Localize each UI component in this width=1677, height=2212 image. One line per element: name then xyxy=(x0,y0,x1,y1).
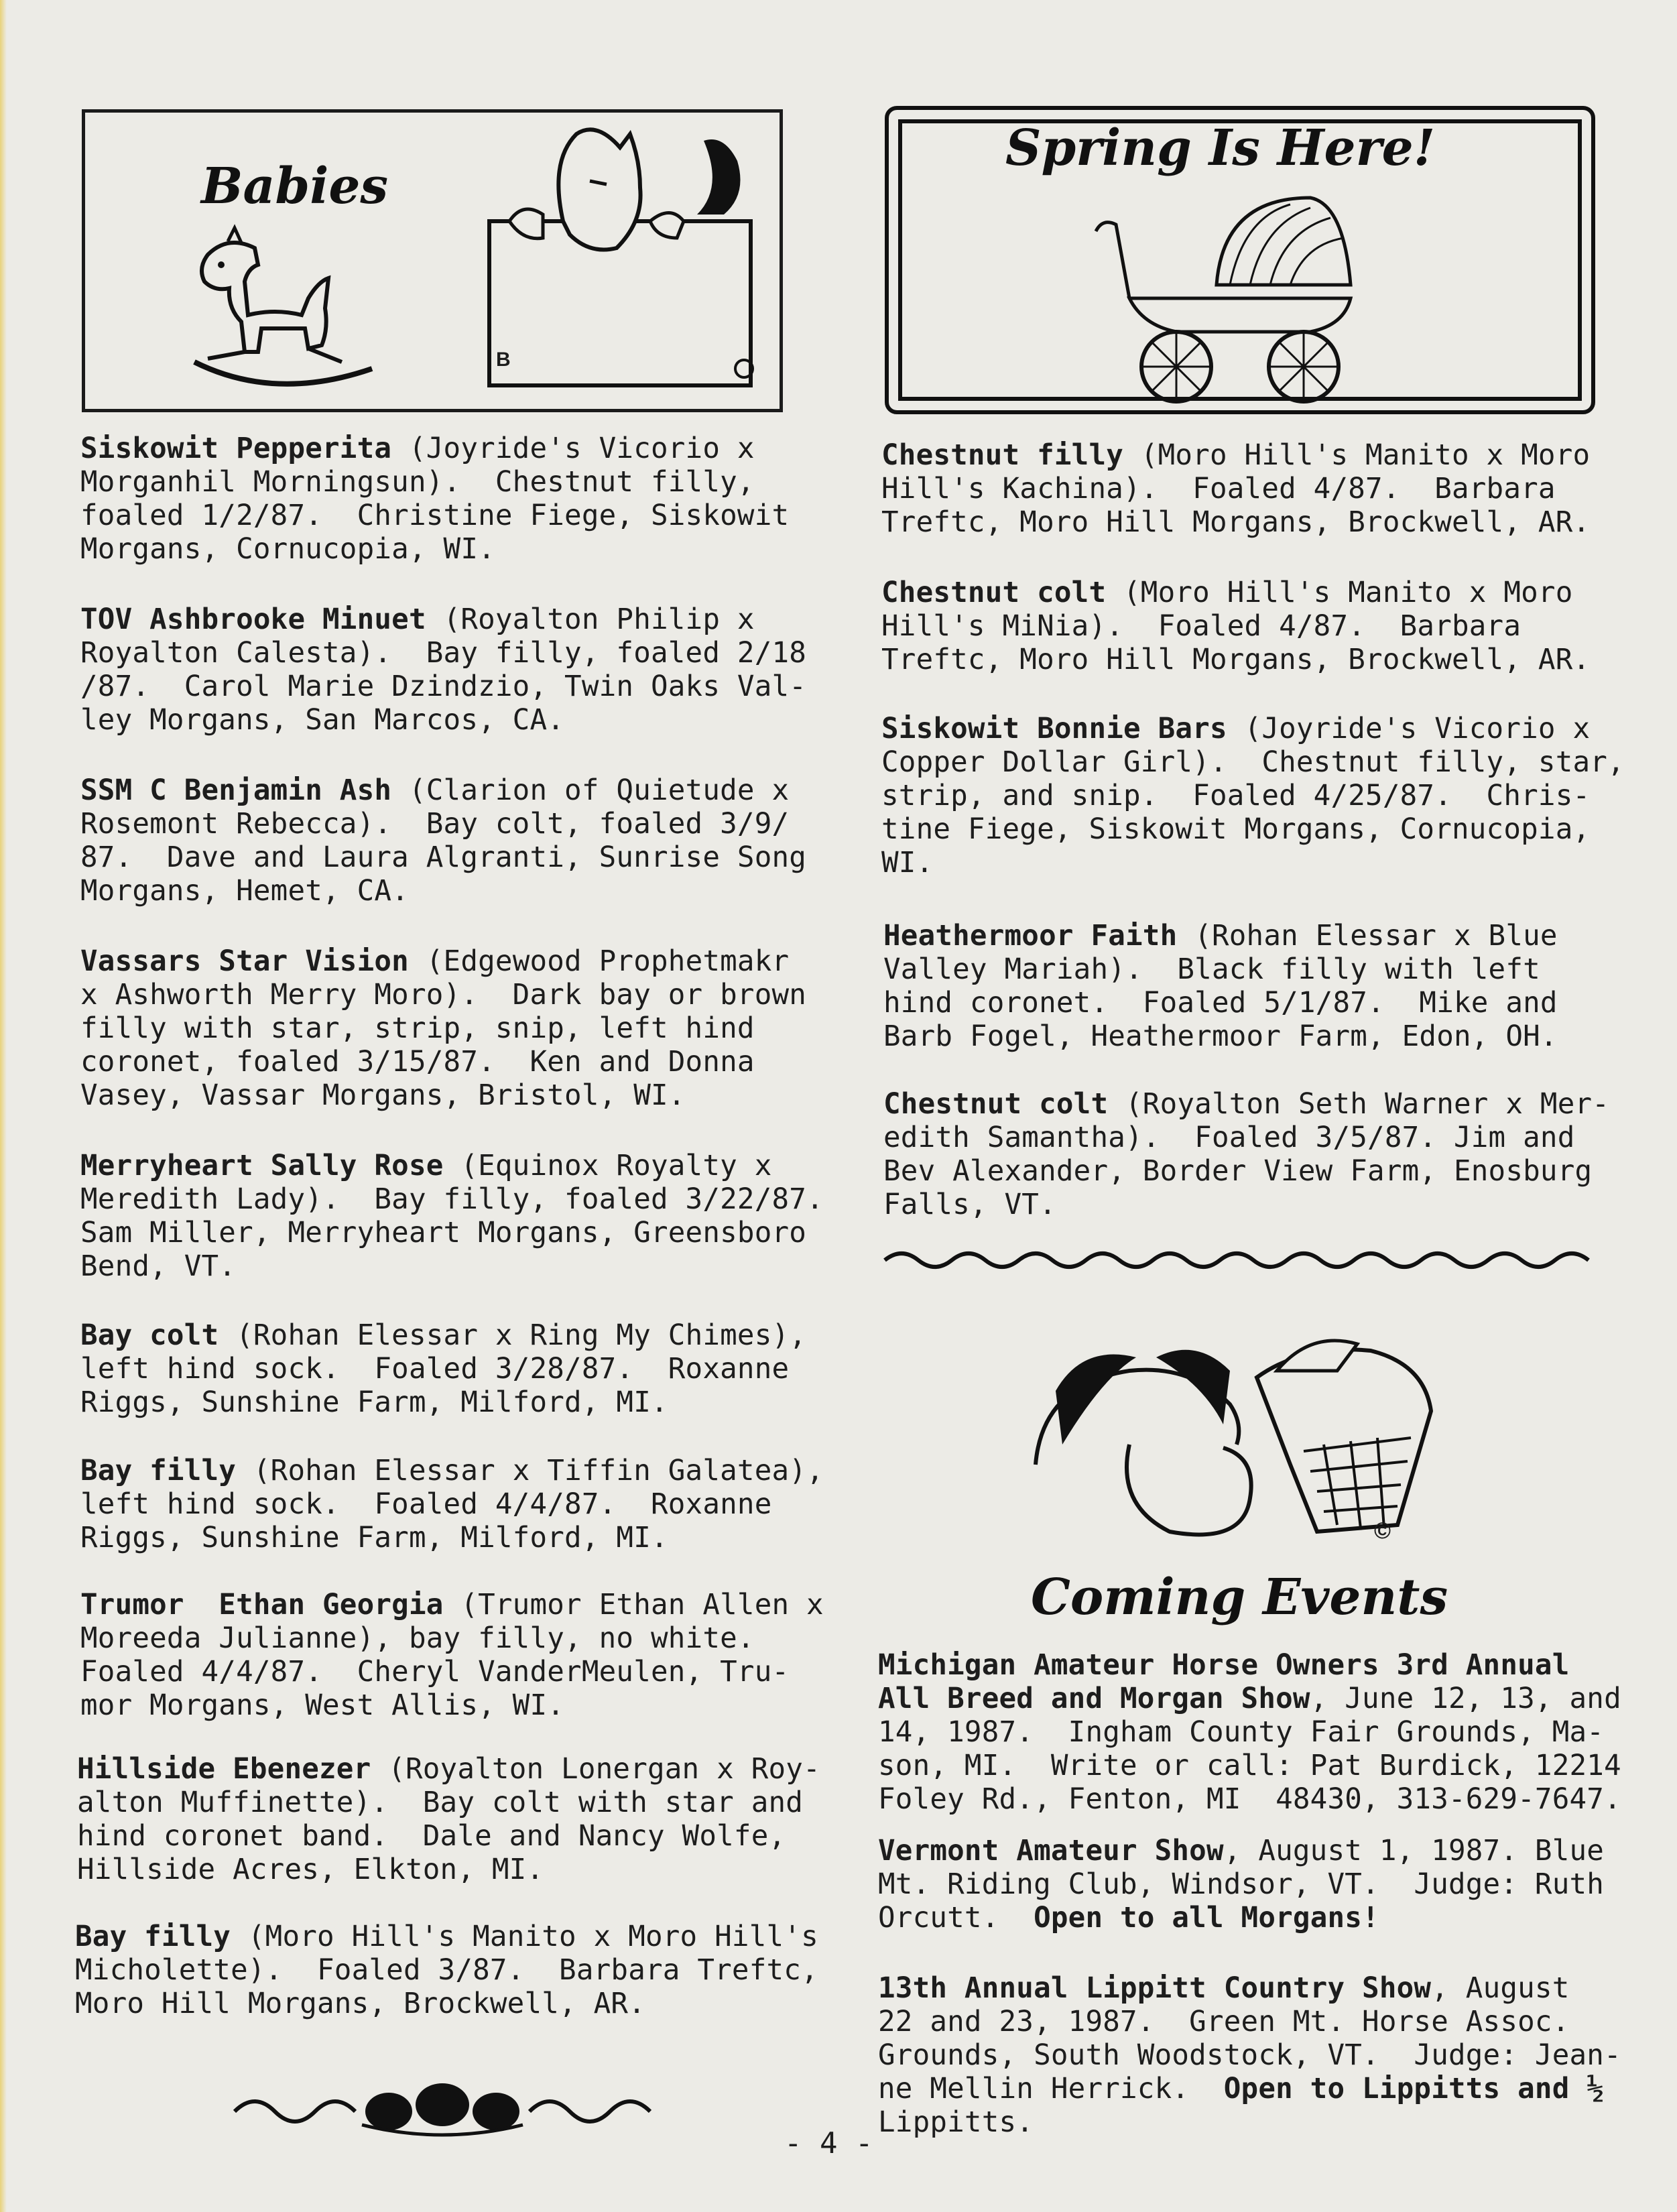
entry-text: x Ashworth Merry Moro). Dark bay or brown filly with star, strip, snip, left hind coronet, foaled 3/15/87. Ken and Donna Vasey, Vassar Morgans, Bristol, WI. xyxy=(80,979,807,1112)
event-text: 14, 1987. Ingham County Fair Grounds, Ma- son, MI. Write or call: Pat Burdick, 12214 Foley Rd., Fenton, MI 48430, 313-629-7647. xyxy=(878,1716,1621,1816)
entry-text: edith Samantha). Foaled 3/5/87. Jim and Bev Alexander, Border View Farm, Enosburg Falls, VT. xyxy=(883,1121,1593,1221)
entry-text: Valley Mariah). Black filly with left hind coronet. Foaled 5/1/87. Mike and Barb Fogel, Heathermoor Farm, Edon, OH. xyxy=(883,953,1558,1053)
copyright-symbol: © xyxy=(1374,1518,1391,1544)
event-item xyxy=(878,1835,1604,1935)
rocking-horse-illustration xyxy=(181,228,375,395)
entry-name: Heathermoor Faith xyxy=(883,920,1178,953)
event-highlight: Open to all Morgans! xyxy=(1034,1902,1379,1934)
baby-carriage-illustration xyxy=(1089,191,1364,412)
entry-line1: (Trumor Ethan Allen x xyxy=(443,1589,824,1621)
entry-text: alton Muffinette). Bay colt with star and hind coronet band. Dale and Nancy Wolfe, Hillside Acres, Elkton, MI. xyxy=(77,1786,804,1886)
spring-entry xyxy=(883,1088,1609,1222)
entry-line1: (Royalton Seth Warner x Mer- xyxy=(1108,1088,1610,1121)
entry-line1: (Moro Hill's Manito x Moro xyxy=(1106,576,1573,609)
entry-name: Bay filly xyxy=(80,1455,237,1487)
entry-line1: (Royalton Philip x xyxy=(426,603,755,636)
event-text: 22 and 23, 1987. Green Mt. Horse Assoc. Grounds, South Woodstock, VT. Judge: Jean- ne Mellin Herrick. xyxy=(878,2006,1621,2105)
entry-text: Rosemont Rebecca). Bay colt, foaled 3/9/ 87. Dave and Laura Algranti, Sunrise Song Morgans, Hemet, CA. xyxy=(80,808,807,908)
babies-entry xyxy=(80,432,789,566)
babies-title: Babies xyxy=(201,158,389,215)
entry-line1: (Joyride's Vicorio x xyxy=(1227,713,1591,745)
entry-text: left hind sock. Foaled 4/4/87. Roxanne Riggs, Sunshine Farm, Milford, MI. xyxy=(80,1488,772,1554)
entry-line1: (Moro Hill's Manito x Moro Hill's xyxy=(231,1920,818,1953)
babies-entry xyxy=(80,774,806,908)
entry-line1: (Rohan Elessar x Tiffin Galatea), xyxy=(236,1455,824,1487)
entry-name: Merryheart Sally Rose xyxy=(80,1150,444,1182)
event-item xyxy=(878,1972,1621,2140)
entry-text: left hind sock. Foaled 3/28/87. Roxanne Riggs, Sunshine Farm, Milford, MI. xyxy=(80,1353,790,1419)
babies-entry xyxy=(80,603,806,737)
entry-line1: (Rohan Elessar x Blue xyxy=(1177,920,1558,953)
spring-entry xyxy=(883,920,1558,1054)
page-number: - 4 - xyxy=(784,2126,873,2160)
entry-name: Trumor Ethan Georgia xyxy=(80,1589,444,1621)
entry-line1: (Equinox Royalty x xyxy=(443,1150,772,1182)
babies-entry xyxy=(77,1753,820,1887)
entry-line1: (Edgewood Prophetmakr xyxy=(408,945,790,978)
spring-entry xyxy=(881,439,1590,540)
sign-letter: B xyxy=(496,349,511,371)
spring-entry xyxy=(881,576,1590,677)
entry-line1: (Rohan Elessar x Ring My Chimes), xyxy=(219,1319,807,1352)
babies-entry xyxy=(80,1589,824,1723)
entry-text: Meredith Lady). Bay filly, foaled 3/22/87. Sam Miller, Merryheart Morgans, Greensboro Bend, VT. xyxy=(80,1183,824,1283)
entry-name: Hillside Ebenezer xyxy=(77,1753,371,1786)
entry-name: TOV Ashbrooke Minuet xyxy=(80,603,426,636)
entry-text: Micholette). Foaled 3/87. Barbara Treftc, Moro Hill Morgans, Brockwell, AR. xyxy=(75,1954,818,2020)
entry-name: Chestnut colt xyxy=(883,1088,1109,1121)
babies-entry xyxy=(80,1150,824,1284)
babies-entry xyxy=(80,1455,824,1555)
event-title-line: Michigan Amateur Horse Owners 3rd Annual xyxy=(878,1649,1570,1682)
entry-line1: (Joyride's Vicorio x xyxy=(391,432,755,465)
entry-name: Chestnut filly xyxy=(881,439,1124,472)
entry-line1: (Clarion of Quietude x xyxy=(391,774,790,807)
babies-entry xyxy=(75,1920,818,2021)
spring-title: Spring Is Here! xyxy=(1005,119,1436,177)
event-title: All Breed and Morgan Show xyxy=(878,1682,1310,1715)
entry-line1: (Royalton Lonergan x Roy- xyxy=(371,1753,820,1786)
babies-entry xyxy=(80,945,806,1113)
entry-line1: (Moro Hill's Manito x Moro xyxy=(1123,439,1591,472)
event-item xyxy=(878,1649,1621,1817)
page-edge xyxy=(0,0,7,2212)
entry-name: SSM C Benjamin Ash xyxy=(80,774,392,807)
floral-ornament xyxy=(228,2078,657,2138)
entry-name: Bay filly xyxy=(75,1920,231,1953)
horse-over-sign-illustration xyxy=(483,121,764,395)
event-highlight: Open to Lippitts and ½ xyxy=(1223,2073,1605,2105)
spring-entry xyxy=(881,713,1625,880)
entry-text: Moreeda Julianne), bay filly, no white. Foaled 4/4/87. Cheryl VanderMeulen, Tru- mor Morgans, West Allis, WI. xyxy=(80,1622,790,1722)
entry-name: Vassars Star Vision xyxy=(80,945,409,978)
event-title: Vermont Amateur Show xyxy=(878,1835,1224,1867)
babies-entry xyxy=(80,1319,806,1420)
event-line: , August 1, 1987. Blue xyxy=(1223,1835,1605,1867)
entry-text: Copper Dollar Girl). Chestnut filly, star, strip, and snip. Foaled 4/25/87. Chris- tine Fiege, Siskowit Morgans, Cornucopia, WI. xyxy=(881,746,1625,879)
entry-text: Hill's Kachina). Foaled 4/87. Barbara Treftc, Moro Hill Morgans, Brockwell, AR. xyxy=(881,473,1591,539)
entry-text: Morganhil Morningsun). Chestnut filly, foaled 1/2/87. Christine Fiege, Siskowit Morgans, Cornucopia, WI. xyxy=(80,466,790,566)
event-text: Mt. Riding Club, Windsor, VT. Judge: Ruth Orcutt. xyxy=(878,1868,1605,1934)
entry-text: Royalton Calesta). Bay filly, foaled 2/18 /87. Carol Marie Dzindzio, Twin Oaks Val- ley Morgans, San Marcos, CA. xyxy=(80,637,807,737)
entry-name: Siskowit Pepperita xyxy=(80,432,392,465)
entry-text: Hill's MiNia). Foaled 4/87. Barbara Treftc, Moro Hill Morgans, Brockwell, AR. xyxy=(881,610,1591,676)
entry-name: Siskowit Bonnie Bars xyxy=(881,713,1227,745)
entry-name: Bay colt xyxy=(80,1319,219,1352)
event-line: , June 12, 13, and xyxy=(1310,1682,1621,1715)
event-text-end: Lippitts. xyxy=(878,2106,1034,2139)
event-title: 13th Annual Lippitt Country Show xyxy=(878,1972,1432,2005)
coming-events-title: Coming Events xyxy=(1031,1569,1448,1626)
event-line: , August xyxy=(1431,1972,1570,2005)
vine-divider xyxy=(885,1247,1589,1274)
entry-name: Chestnut colt xyxy=(881,576,1107,609)
